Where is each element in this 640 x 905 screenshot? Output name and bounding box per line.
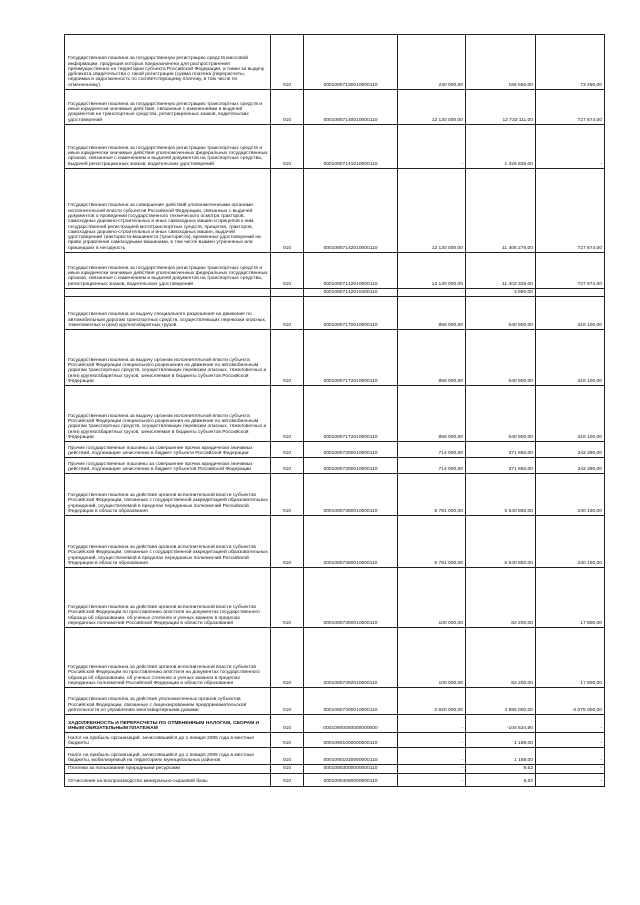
executed-amount-cell: 371 650,00 (466, 442, 536, 458)
table-row (65, 35, 605, 90)
table-row (65, 773, 605, 786)
row-code-cell: 010 (271, 474, 304, 516)
table-row (65, 765, 605, 773)
plan-amount-cell: - (398, 715, 466, 733)
executed-amount-cell: 82 200,00 (466, 628, 536, 688)
budget-table-body (65, 35, 605, 787)
row-code-cell: 010 (271, 688, 304, 715)
plan-amount-cell: - (398, 125, 466, 169)
row-code-cell: 010 (271, 765, 304, 773)
row-kbk-cell: 00010807172010000110 (304, 386, 398, 442)
plan-amount-cell: - (398, 765, 466, 773)
row-code-cell: 010 (271, 330, 304, 386)
row-name-cell: Государственная пошлина за государственную регистрацию транспортных средств и иные юридически значимые действия, связанные с изменениями и выдачей документов на транспортные средства, регистрационных знаков, водительских удостоверений (65, 90, 271, 125)
row-code-cell: 010 (271, 773, 304, 786)
plan-amount-cell: 714 000,00 (398, 442, 466, 458)
row-code-cell: 010 (271, 748, 304, 765)
row-name-cell: Отчисления на воспроизводство минерально-сырьевой базы (65, 773, 271, 786)
row-name-cell: Государственная пошлина за государственную регистрацию транспортных средств и иные юридически значимые действия уполномоченных федеральных государственных органов, связанные с изменением и выдачей документов на транспортные средства, регистрационных знаков, водительских удостоверений (65, 253, 271, 289)
plan-amount-cell: 859 000,00 (398, 386, 466, 442)
row-name-cell: Прочие государственные пошлины за совершение прочих юридически значимых действий, подлежащие зачислению в бюджет субъекта Российской Федерации (65, 442, 271, 458)
plan-amount-cell: 12 130 000,00 (398, 253, 466, 289)
executed-amount-cell: 9,53 (466, 773, 536, 786)
table-row (65, 733, 605, 748)
row-code-cell: 010 (271, 169, 304, 253)
executed-amount-cell: 11 406 276,00 (466, 169, 536, 253)
row-code-cell: 010 (271, 715, 304, 733)
unexecuted-amount-cell: 727 674,00 (536, 169, 605, 253)
row-name-cell: Государственная пошлина за выдачу органом исполнительной власти субъекта Российской Федерации специального разрешения на движение по автомобильным дорогам транспортных средств, осуществляющих перевозки опасных, тяжеловесных и (или) крупногабаритных грузов, зачисляемая в бюджеты субъектов Российской Федерации (65, 386, 271, 442)
row-code-cell: 010 (271, 568, 304, 628)
row-kbk-cell: 00010901000000000110 (304, 733, 398, 748)
row-name-cell: Государственная пошлина за действия уполномоченных органов субъектов Российской Федерации, связанные с лицензированием предпринимательской деятельности по управлению многоквартирными домами (65, 688, 271, 715)
table-row (65, 474, 605, 516)
unexecuted-amount-cell: 727 674,00 (536, 253, 605, 289)
row-kbk-cell: 00010807400010000110 (304, 688, 398, 715)
unexecuted-amount-cell: - (536, 125, 605, 169)
table-row (65, 628, 605, 688)
table-row (65, 253, 605, 289)
unexecuted-amount-cell: 342 350,00 (536, 442, 605, 458)
row-name-cell (65, 289, 271, 297)
row-name-cell: Государственная пошлина за выдачу органом исполнительной власти субъекта Российской Федерации специального разрешения на движение по автомобильным дорогам транспортных средств, осуществляющих перевозки опасных, тяжеловесных и (или) крупногабаритных грузов, зачисляемая в бюджеты субъектов Российской Федерации (65, 330, 271, 386)
plan-amount-cell: 5 781 000,00 (398, 474, 466, 516)
plan-amount-cell: 5 781 000,00 (398, 516, 466, 568)
table-row (65, 125, 605, 169)
row-name-cell: Платежи за пользование природными ресурсами (65, 765, 271, 773)
plan-amount-cell: - (398, 748, 466, 765)
budget-table (64, 34, 605, 787)
row-code-cell (271, 289, 304, 297)
row-kbk-cell: 00010903000000000110 (304, 765, 398, 773)
row-code-cell: 010 (271, 35, 304, 90)
unexecuted-amount-cell (536, 289, 605, 297)
executed-amount-cell: 4 895 000,00 (466, 688, 536, 715)
row-kbk-cell: 00010807142010400110 (304, 289, 398, 297)
table-row (65, 330, 605, 386)
plan-amount-cell: 100 000,00 (398, 628, 466, 688)
table-row (65, 386, 605, 442)
row-kbk-cell: 00010807390010000110 (304, 568, 398, 628)
row-code-cell: 010 (271, 442, 304, 458)
table-row (65, 516, 605, 568)
row-kbk-cell: 00010807300010000110 (304, 442, 398, 458)
unexecuted-amount-cell: 318 100,00 (536, 297, 605, 330)
executed-amount-cell: 371 650,00 (466, 458, 536, 474)
executed-amount-cell: 5 540 850,00 (466, 474, 536, 516)
row-kbk-cell: 00010807300010000110 (304, 458, 398, 474)
row-name-cell: Налог на прибыль организаций, зачислявшийся до 1 января 2005 года в местные бюджеты (65, 733, 271, 748)
row-code-cell: 010 (271, 628, 304, 688)
table-row (65, 442, 605, 458)
table-row (65, 688, 605, 715)
row-kbk-cell: 00010903080000000110 (304, 773, 398, 786)
row-code-cell: 010 (271, 733, 304, 748)
unexecuted-amount-cell: 17 800,00 (536, 568, 605, 628)
row-code-cell: 010 (271, 458, 304, 474)
plan-amount-cell: 240 000,00 (398, 35, 466, 90)
plan-amount-cell: - (398, 733, 466, 748)
row-code-cell: 010 (271, 125, 304, 169)
table-row (65, 715, 605, 733)
row-code-cell: 010 (271, 253, 304, 289)
plan-amount-cell: 859 000,00 (398, 330, 466, 386)
plan-amount-cell: 714 000,00 (398, 458, 466, 474)
row-name-cell: Государственная пошлина за государственную регистрацию средств массовой информации, продукция которых предназначена для распространения преимущественно на территории субъекта Российской Федерации, а также за выдачу дубликата свидетельства о такой регистрации (сумма платежа (перерасчеты, недоимка и задолженность по соответствующему платежу, в том числе по отмененному) (65, 35, 271, 90)
plan-amount-cell: 859 000,00 (398, 297, 466, 330)
plan-amount-cell: 100 000,00 (398, 568, 466, 628)
unexecuted-amount-cell: 240 150,00 (536, 474, 605, 516)
executed-amount-cell: 11 402 326,00 (466, 253, 536, 289)
row-name-cell: Государственная пошлина за действия органов исполнительной власти субъектов Российской Федерации, связанные с государственной аккредитацией образовательных учреждений, осуществляемой в пределах переданных полномочий Российской Федерации в области образования (65, 474, 271, 516)
unexecuted-amount-cell: 342 350,00 (536, 458, 605, 474)
executed-amount-cell: 1 188,00 (466, 733, 536, 748)
row-kbk-cell: 00010807140010000110 (304, 90, 398, 125)
executed-amount-cell: 5 540 850,00 (466, 516, 536, 568)
unexecuted-amount-cell: 73 450,00 (536, 35, 605, 90)
row-kbk-cell: 00010807170010000110 (304, 297, 398, 330)
row-name-cell: Государственная пошлина за выдачу специального разрешения на движение по автомобильным дорогам транспортных средств, осуществляющих перевозки опасных, тяжеловесных и (или) крупногабаритных грузов (65, 297, 271, 330)
row-code-cell: 010 (271, 386, 304, 442)
unexecuted-amount-cell: - (536, 733, 605, 748)
unexecuted-amount-cell: 318 100,00 (536, 330, 605, 386)
table-row (65, 297, 605, 330)
unexecuted-amount-cell: 727 674,00 (536, 90, 605, 125)
executed-amount-cell: 9,53 (466, 765, 536, 773)
table-row (65, 748, 605, 765)
unexecuted-amount-cell: 17 800,00 (536, 628, 605, 688)
plan-amount-cell: 12 130 000,00 (398, 90, 466, 125)
executed-amount-cell: 3 950,00 (466, 289, 536, 297)
executed-amount-cell: 1 326 835,00 (466, 125, 536, 169)
unexecuted-amount-cell: - (536, 715, 605, 733)
row-name-cell: Прочие государственные пошлины за совершение прочих юридически значимых действий, подлежащие зачислению в бюджет субъектов Российской Федерации (65, 458, 271, 474)
row-name-cell: Государственная пошлина за совершение действий уполномоченными органами исполнительной власти субъектов Российской Федерации, связанных с выдачей документов о проведении государственного технического осмотра тракторов, самоходных дорожно-строительных и иных самоходных машин и прицепов к ним, государственной регистрацией мототранспортных средств, прицепов, тракторов, самоходных дорожно-строительных и иных самоходных машин, выдачей удостоверений тракториста-машиниста (тракториста), временных удостоверений на право управления самоходными машинами, в том числе взамен утраченных или пришедших в негодность (65, 169, 271, 253)
executed-amount-cell: 540 900,00 (466, 297, 536, 330)
row-code-cell: 010 (271, 90, 304, 125)
row-kbk-cell: 00010807141010000110 (304, 125, 398, 169)
row-kbk-cell: 00010901030050000110 (304, 748, 398, 765)
table-row (65, 289, 605, 297)
executed-amount-cell: 1 188,00 (466, 748, 536, 765)
row-kbk-cell: 00010807142010000110 (304, 169, 398, 253)
row-kbk-cell: 00010900000000000000 (304, 715, 398, 733)
plan-amount-cell: - (398, 773, 466, 786)
unexecuted-amount-cell: - (536, 773, 605, 786)
row-name-cell: Государственная пошлина за действия органов исполнительной власти субъектов Российской Федерации по проставлению апостиля на документах государственного образца об образовании, об ученых степенях и ученых званиях в пределах переданных полномочий Российской Федерации в области образования (65, 628, 271, 688)
unexecuted-amount-cell: 318 100,00 (536, 386, 605, 442)
row-code-cell: 010 (271, 516, 304, 568)
table-row (65, 90, 605, 125)
row-name-cell: ЗАДОЛЖЕННОСТЬ И ПЕРЕРАСЧЕТЫ ПО ОТМЕНЕННЫМ НАЛОГАМ, СБОРАМ И ИНЫМ ОБЯЗАТЕЛЬНЫМ ПЛАТЕЖАМ (65, 715, 271, 733)
row-code-cell: 010 (271, 297, 304, 330)
executed-amount-cell: 82 200,00 (466, 568, 536, 628)
row-name-cell: Государственная пошлина за действия органов исполнительной власти субъектов Российской Федерации, связанные с государственной аккредитацией образовательных учреждений, осуществляемой в пределах переданных полномочий Российской Федерации в области образования (65, 516, 271, 568)
plan-amount-cell: - (398, 289, 466, 297)
table-row (65, 169, 605, 253)
executed-amount-cell: 540 900,00 (466, 386, 536, 442)
table-row (65, 568, 605, 628)
row-name-cell: Государственная пошлина за действия органов исполнительной власти субъектов Российской Федерации по проставлению апостиля на документах государственного образца об образовании, об ученых степенях и ученых званиях в пределах переданных полномочий Российской Федерации в области образования (65, 568, 271, 628)
executed-amount-cell: 540 900,00 (466, 330, 536, 386)
unexecuted-amount-cell: 240 150,00 (536, 516, 605, 568)
row-kbk-cell: 00010807172010000110 (304, 330, 398, 386)
plan-amount-cell: 12 130 000,00 (398, 169, 466, 253)
row-kbk-cell: 00010807142010000110 (304, 253, 398, 289)
plan-amount-cell: 2 820 000,00 (398, 688, 466, 715)
row-name-cell: Налог на прибыль организаций, зачислявшийся до 1 января 2005 года в местные бюджеты, мобилизуемый на территориях муниципальных районов (65, 748, 271, 765)
row-kbk-cell: 00010807380010000110 (304, 516, 398, 568)
executed-amount-cell: -104 634,90 (466, 715, 536, 733)
row-kbk-cell: 00010807392010000110 (304, 628, 398, 688)
row-kbk-cell: 00010807130010000110 (304, 35, 398, 90)
executed-amount-cell: 12 733 111,00 (466, 90, 536, 125)
executed-amount-cell: 166 550,00 (466, 35, 536, 90)
unexecuted-amount-cell: - (536, 748, 605, 765)
row-name-cell: Государственная пошлина за государственную регистрацию транспортных средств и иные юридически значимые действия уполномоченных федеральных государственных органов, связанные с изменением и выдачей документов на транспортные средства, выдачей регистрационных знаков, водительских удостоверений (65, 125, 271, 169)
table-row (65, 458, 605, 474)
unexecuted-amount-cell: - (536, 765, 605, 773)
row-kbk-cell: 00010807380010000110 (304, 474, 398, 516)
unexecuted-amount-cell: -2 075 000,00 (536, 688, 605, 715)
